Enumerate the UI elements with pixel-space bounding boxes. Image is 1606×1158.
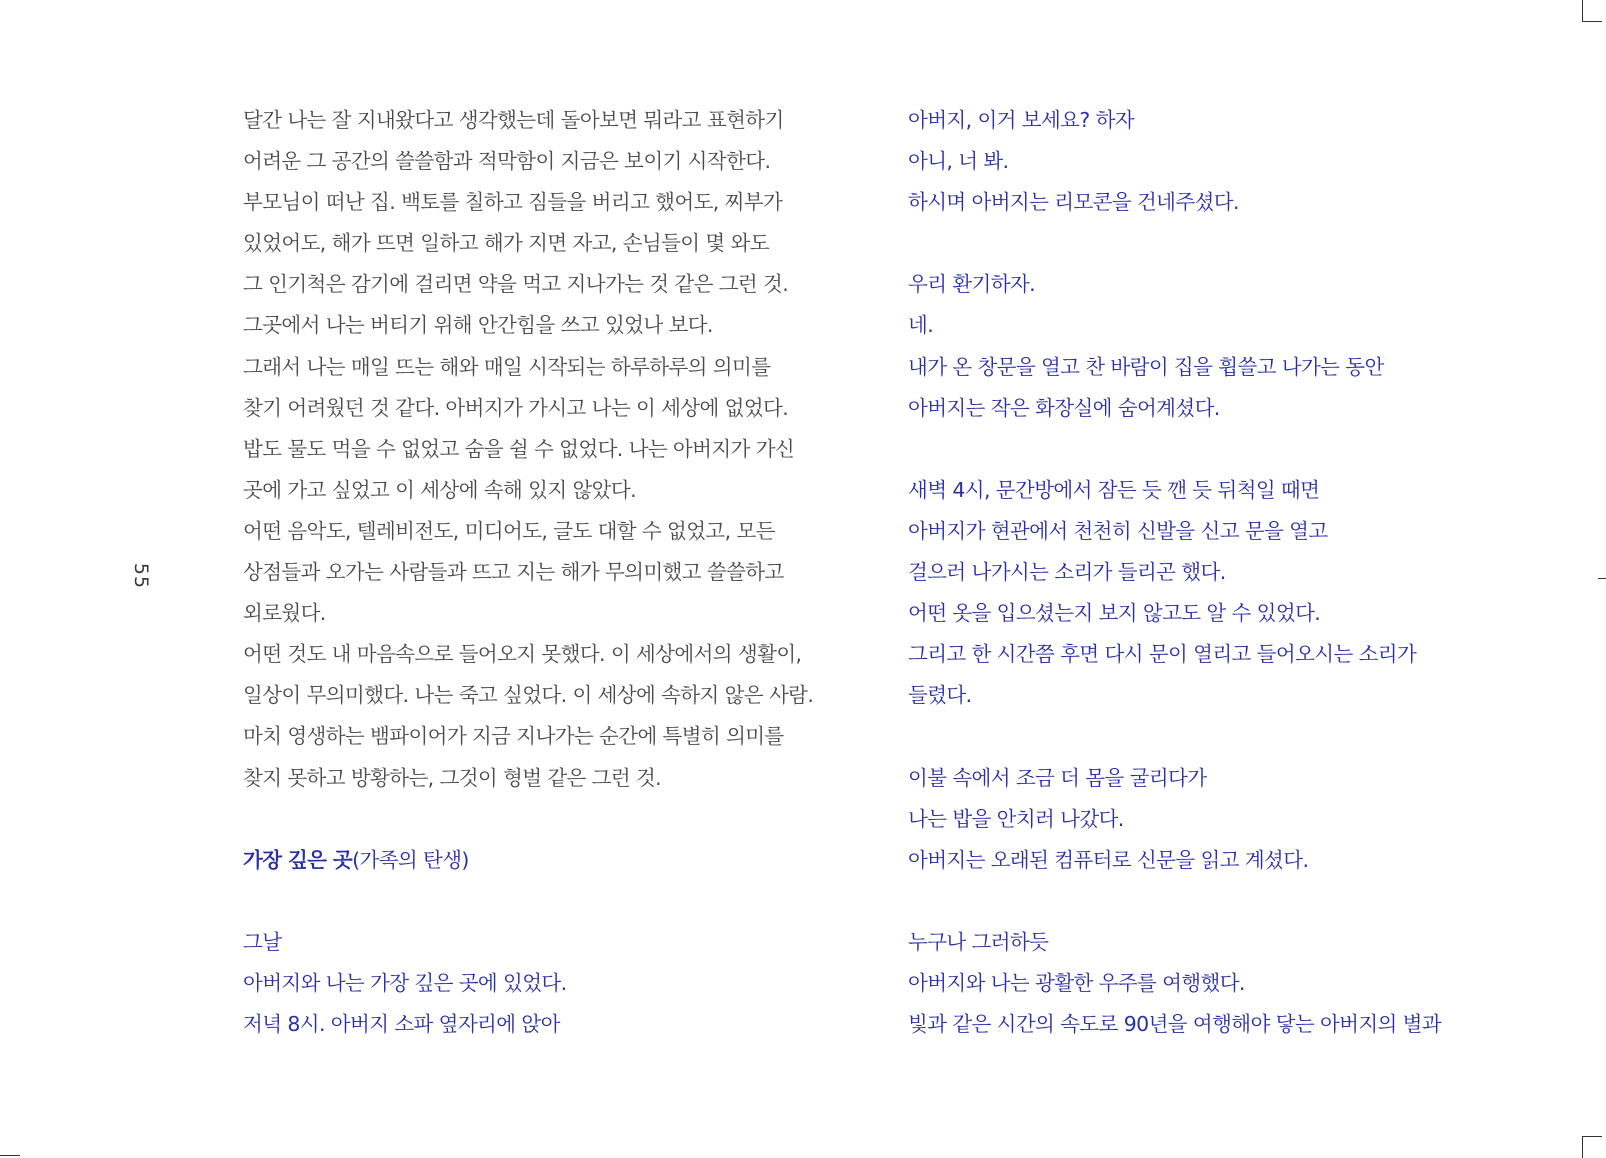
- essay-line: 부모님이 떠난 집. 백토를 칠하고 짐들을 버리고 했어도, 찌부가: [243, 190, 783, 215]
- essay-line: 외로웠다.: [243, 601, 326, 626]
- blank-line: [243, 881, 813, 922]
- essay-line: 어떤 음악도, 텔레비전도, 미디어도, 글도 대할 수 없었고, 모든: [243, 518, 775, 543]
- poem-line: [908, 223, 1441, 264]
- poem-line: 하시며 아버지는 리모콘을 건네주셨다.: [908, 190, 1239, 215]
- poem-line: 내가 온 창문을 열고 찬 바람이 집을 휩쓸고 나가는 동안: [908, 354, 1384, 379]
- essay-line: 있었어도, 해가 뜨면 일하고 해가 지면 자고, 손님들이 몇 와도: [243, 231, 769, 256]
- essay-line: 그래서 나는 매일 뜨는 해와 매일 시작되는 하루하루의 의미를: [243, 354, 771, 379]
- poem-line: 아버지, 이거 보세요? 하자: [908, 108, 1134, 132]
- left-column: [243, 100, 813, 1045]
- poem-line: 나는 밥을 안치러 나갔다.: [908, 806, 1124, 831]
- essay-line: 상점들과 오가는 사람들과 뜨고 지는 해가 무의미했고 쓸쓸하고: [243, 560, 784, 585]
- essay-line: 곳에 가고 싶었고 이 세상에 속해 있지 않았다.: [243, 477, 636, 502]
- crop-mark: [1582, 1136, 1583, 1158]
- poem-line: 새벽 4시, 문간방에서 잠든 듯 깬 듯 뒤척일 때면: [908, 477, 1320, 502]
- poem-line: [908, 429, 1441, 470]
- poem-line: 아버지가 현관에서 천천히 신발을 신고 문을 열고: [908, 518, 1328, 543]
- poem-line: 걸으러 나가시는 소리가 들리곤 했다.: [908, 560, 1226, 585]
- poem-line: 그날: [243, 929, 282, 954]
- poem-line: 아니, 너 봐.: [908, 149, 1009, 174]
- poem-line: [908, 881, 1441, 922]
- crop-mark: [1582, 0, 1583, 22]
- poem-line: 그리고 한 시간쯤 후면 다시 문이 열리고 들어오시는 소리가: [908, 642, 1417, 667]
- poem-line: 우리 환기하자.: [908, 272, 1036, 297]
- poem-line: 아버지와 나는 광활한 우주를 여행했다.: [908, 970, 1245, 995]
- poem-line: 아버지는 오래된 컴퓨터로 신문을 읽고 계셨다.: [908, 847, 1309, 872]
- poem-title: 가장 깊은 곳: [243, 847, 353, 872]
- poem-heading: [243, 840, 813, 881]
- poem-line: 누구나 그러하듯: [908, 929, 1049, 954]
- essay-line: 일상이 무의미했다. 나는 죽고 싶었다. 이 세상에 속하지 않은 사람.: [243, 683, 814, 708]
- essay-line: 마치 영생하는 뱀파이어가 지금 지나가는 순간에 특별히 의미를: [243, 724, 784, 749]
- essay-line: 어려운 그 공간의 쓸쓸함과 적막함이 지금은 보이기 시작한다.: [243, 149, 771, 174]
- crop-mark: [0, 1155, 20, 1156]
- blank-line: [243, 799, 813, 840]
- crop-mark: [1582, 1136, 1602, 1137]
- essay-line: 달간 나는 잘 지내왔다고 생각했는데 돌아보면 뭐라고 표현하기: [243, 108, 784, 132]
- poem-line: 이불 속에서 조금 더 몸을 굴리다가: [908, 765, 1207, 790]
- essay-line: 그 인기척은 감기에 걸리면 약을 먹고 지나가는 것 같은 그런 것.: [243, 272, 789, 297]
- right-column: [908, 100, 1441, 1045]
- poem-line: 네.: [908, 313, 934, 338]
- page-number: 55: [130, 562, 153, 590]
- poem-line: [908, 716, 1441, 757]
- poem-subtitle: (가족의 탄생): [352, 847, 469, 872]
- poem-line: 들렸다.: [908, 683, 972, 708]
- poem-line: 저녁 8시. 아버지 소파 옆자리에 앉아: [243, 1012, 560, 1037]
- poem-line: 아버지와 나는 가장 깊은 곳에 있었다.: [243, 970, 567, 995]
- essay-line: 찾기 어려웠던 것 같다. 아버지가 가시고 나는 이 세상에 없었다.: [243, 395, 789, 420]
- poem-line: 빛과 같은 시간의 속도로 90년을 여행해야 닿는 아버지의 별과: [908, 1012, 1442, 1037]
- poem-line: 아버지는 작은 화장실에 숨어계셨다.: [908, 395, 1220, 420]
- poem-line: 어떤 옷을 입으셨는지 보지 않고도 알 수 있었다.: [908, 601, 1321, 626]
- essay-line: 어떤 것도 내 마음속으로 들어오지 못했다. 이 세상에서의 생활이,: [243, 642, 802, 667]
- crop-mark: [1598, 578, 1606, 579]
- essay-line: 찾지 못하고 방황하는, 그것이 형벌 같은 그런 것.: [243, 765, 662, 790]
- essay-line: 밥도 물도 먹을 수 없었고 숨을 쉴 수 없었다. 나는 아버지가 가신: [243, 436, 795, 461]
- essay-line: 그곳에서 나는 버티기 위해 안간힘을 쓰고 있었나 보다.: [243, 313, 713, 338]
- crop-mark: [1582, 21, 1602, 22]
